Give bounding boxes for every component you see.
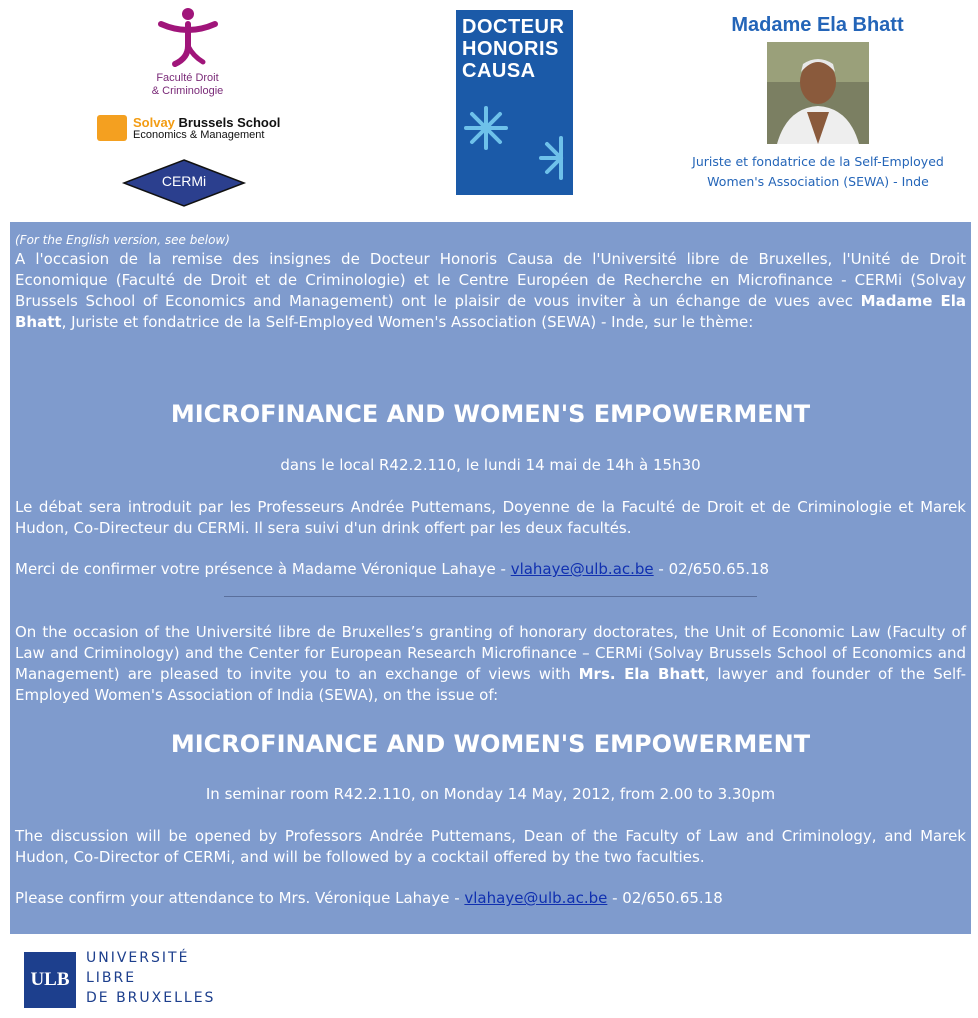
english-intro (15, 622, 966, 706)
solvay-logo (97, 113, 287, 143)
english-confirm (15, 888, 966, 909)
cermi-logo (121, 158, 247, 208)
english-email-link[interactable]: vlahaye@ulb.ac.be (464, 889, 608, 907)
ulb-abbr: ULB (30, 969, 70, 990)
dhc-line2: HONORIS (462, 38, 559, 60)
dhc-line3: CAUSA (462, 60, 536, 82)
english-intro-text: On the occasion of the Université libre de Bruxelles’s granting of honorary doctorates, the Unit of Economic Law (Faculty of Law and Criminology) and the Center for European Research Microfinance – CERMi (Solvay Brussels School of Economics and Management) are pleased to invite you to an exchange of views with (15, 623, 966, 683)
french-confirm (15, 559, 966, 580)
ulb-box (24, 952, 76, 1008)
portrait-photo (767, 42, 869, 144)
english-discussion: The discussion will be opened by Professors Andrée Puttemans, Dean of the Faculty of Law and Criminology, and Marek Hudon, Co-Director of CERMi, and will be followed by a cocktail offered by the two faculties. (15, 827, 966, 866)
english-heading: MICROFINANCE AND WOMEN'S EMPOWERMENT (170, 730, 811, 758)
french-intro-text: A l'occasion de la remise des insignes de Docteur Honoris Causa de l'Université libre de Bruxelles, l'Unité de Droit Economique (Faculté de Droit et de Criminologie) et le Centre Européen de Recherche en Microfinance - CERMi (Solvay Brussels School of Economics and Management) ont le plaisir de vous inviter à un échange de vues avec (15, 250, 966, 310)
faculty-logo (140, 6, 235, 98)
guest-caption (662, 152, 974, 192)
faculty-name-line1: Faculté Droit (156, 72, 219, 84)
faculty-name-line2: & Criminologie (151, 85, 224, 97)
english-confirm-text: Please confirm your attendance to Mrs. Véronique Lahaye - (15, 889, 465, 907)
english-version-note: (For the English version, see below) (15, 233, 230, 247)
dhc-line1: DOCTEUR (462, 16, 565, 38)
french-phone: - 02/650.65.18 (653, 560, 770, 578)
ulb-line1: UNIVERSITÉ (86, 950, 190, 966)
french-confirm-text: Merci de confirmer votre présence à Madame Véronique Lahaye - (15, 560, 511, 578)
french-venue: dans le local R42.2.110, le lundi 14 mai de 14h à 15h30 (280, 456, 701, 474)
english-venue: In seminar room R42.2.110, on Monday 14 May, 2012, from 2.00 to 3.30pm (205, 785, 776, 803)
english-intro-theme: , lawyer and founder of the Self-Employed Women's Association of India (SEWA), on the issue of: (15, 665, 966, 704)
cermi-label: CERMi (161, 173, 207, 189)
french-intro-theme: , Juriste et fondatrice de la Self-Employed Women's Association (SEWA) - Inde, sur le thème: (61, 313, 754, 331)
guest-caption-line1: Juriste et fondatrice de la Self-Employed (692, 154, 944, 169)
section-divider (224, 596, 757, 597)
faculty-emblem-icon (153, 6, 223, 68)
person-icon (767, 42, 869, 144)
french-heading: MICROFINANCE AND WOMEN'S EMPOWERMENT (170, 400, 811, 428)
french-email-link[interactable]: vlahaye@ulb.ac.be (510, 560, 654, 578)
english-guest-name: Mrs. Ela Bhatt (578, 665, 705, 683)
french-intro (15, 249, 966, 333)
solvay-school: Brussels School (174, 115, 281, 130)
docteur-honoris-causa-logo (456, 10, 573, 195)
guest-caption-line2: Women's Association (SEWA) - Inde (707, 174, 929, 189)
solvay-subtitle: Economics & Management (133, 129, 265, 141)
ulb-line2: LIBRE (86, 970, 137, 986)
solvay-brand: Solvay (133, 115, 175, 130)
french-debate: Le débat sera introduit par les Professeurs Andrée Puttemans, Doyenne de la Faculté de Droit et de Criminologie et Marek Hudon, Co-Directeur du CERMi. Il sera suivi d'un drink offert par les deux facultés. (15, 498, 966, 537)
english-phone: - 02/650.65.18 (607, 889, 723, 907)
french-guest-name: Madame Ela Bhatt (15, 292, 966, 331)
solvay-square-icon (97, 115, 127, 141)
guest-name-title: Madame Ela Bhatt (731, 14, 904, 36)
ulb-line3: DE BRUXELLES (86, 990, 216, 1006)
ulb-logo (24, 950, 224, 1008)
starburst-icon (456, 88, 573, 195)
